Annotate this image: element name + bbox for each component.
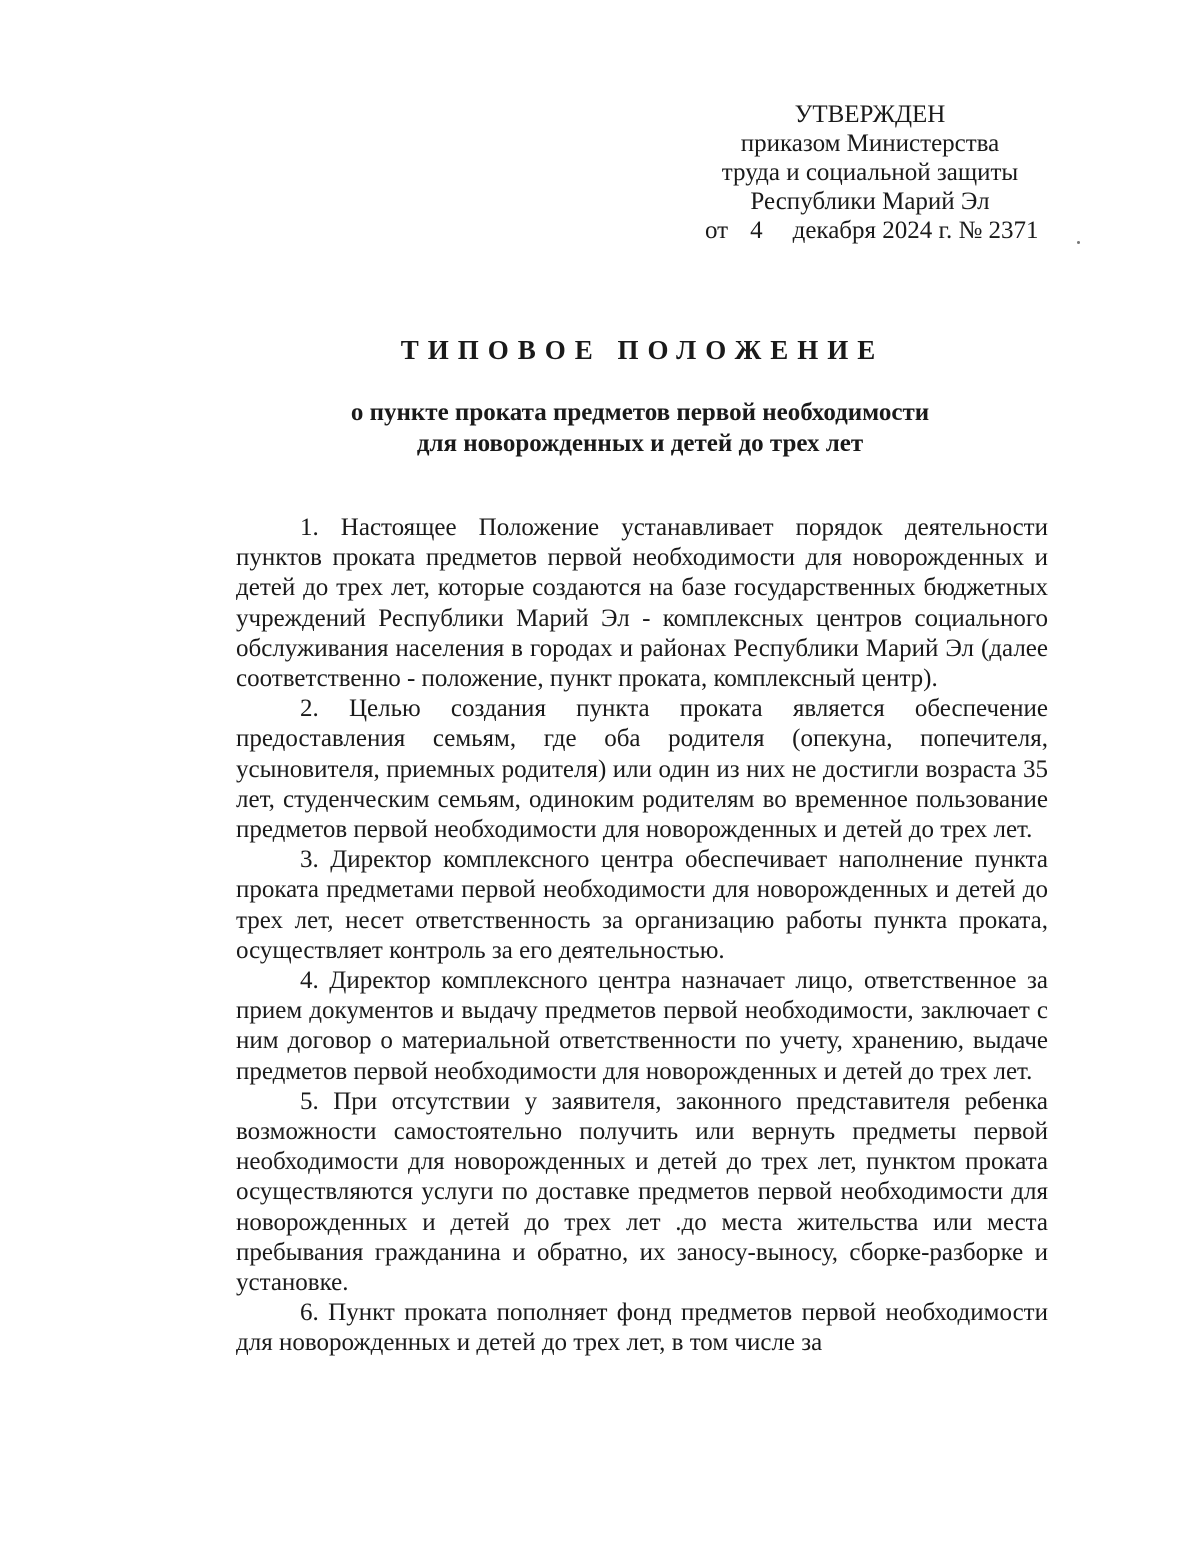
document-title: ТИПОВОЕ ПОЛОЖЕНИЕ <box>400 335 885 365</box>
paragraph-4: 4. Директор комплексного центра назначает лицо, ответственное за прием документов и выдачу предметов первой необходимости, заключает с ним договор о материальной ответственности по учету, хранению, выдаче предметов первой необходимости для новорожденных и детей до трех лет. <box>236 967 1048 1085</box>
approval-date-line <box>660 216 1080 245</box>
approval-line-3: Республики Марий Эл <box>750 188 990 215</box>
scan-speck <box>1077 241 1080 244</box>
approval-block <box>660 100 1080 245</box>
subtitle-line-2: для новорожденных и детей до трех лет <box>416 430 864 457</box>
approval-date-prefix: от <box>705 217 729 244</box>
paragraph-1: 1. Настоящее Положение устанавливает порядок деятельности пунктов проката предметов первой необходимости для новорожденных и детей до трех лет, которые создаются на базе государственных бюджетных учреждений Республики Марий Эл - комплексных центров социального обслуживания населения в городах и районах Республики Марий Эл (далее соответственно - положение, пункт проката, комплексный центр). <box>236 514 1048 693</box>
paragraph-6: 6. Пункт проката пополняет фонд предметов первой необходимости для новорожденных и детей до трех лет, в том числе за <box>236 1299 1048 1357</box>
approval-date-rest: декабря 2024 г. № 2371 <box>792 217 1039 244</box>
paragraph-3: 3. Директор комплексного центра обеспечивает наполнение пункта проката предметами первой необходимости для новорожденных и детей до трех лет, несет ответственность за организацию работы пункта проката, осуществляет контроль за его деятельностью. <box>236 846 1048 964</box>
approval-line-2: труда и социальной защиты <box>721 159 1019 186</box>
approval-title: УТВЕРЖДЕН <box>794 101 946 128</box>
document-subtitle <box>0 397 1200 459</box>
approval-line-1: приказом Министерства <box>740 130 1000 157</box>
subtitle-line-1: о пункте проката предметов первой необходимости <box>350 399 930 426</box>
approval-date-day: 4 <box>750 217 763 244</box>
document-body <box>236 513 1048 1359</box>
paragraph-2: 2. Целью создания пункта проката является обеспечение предоставления семьям, где оба родителя (опекуна, попечителя, усыновителя, приемных родителя) или один из них не достигли возраста 35 лет, студенческим семьям, одиноким родителям во временное пользование предметов первой необходимости для новорожденных и детей до трех лет. <box>236 695 1048 844</box>
paragraph-5: 5. При отсутствии у заявителя, законного представителя ребенка возможности самостоятельно получить или вернуть предметы первой необходимости для новорожденных и детей до трех лет, пунктом проката осуществляются услуги по доставке предметов первой необходимости для новорожденных и детей до трех лет .до места жительства или места пребывания гражданина и обратно, их заносу-выносу, сборке-разборке и установке. <box>236 1087 1048 1297</box>
